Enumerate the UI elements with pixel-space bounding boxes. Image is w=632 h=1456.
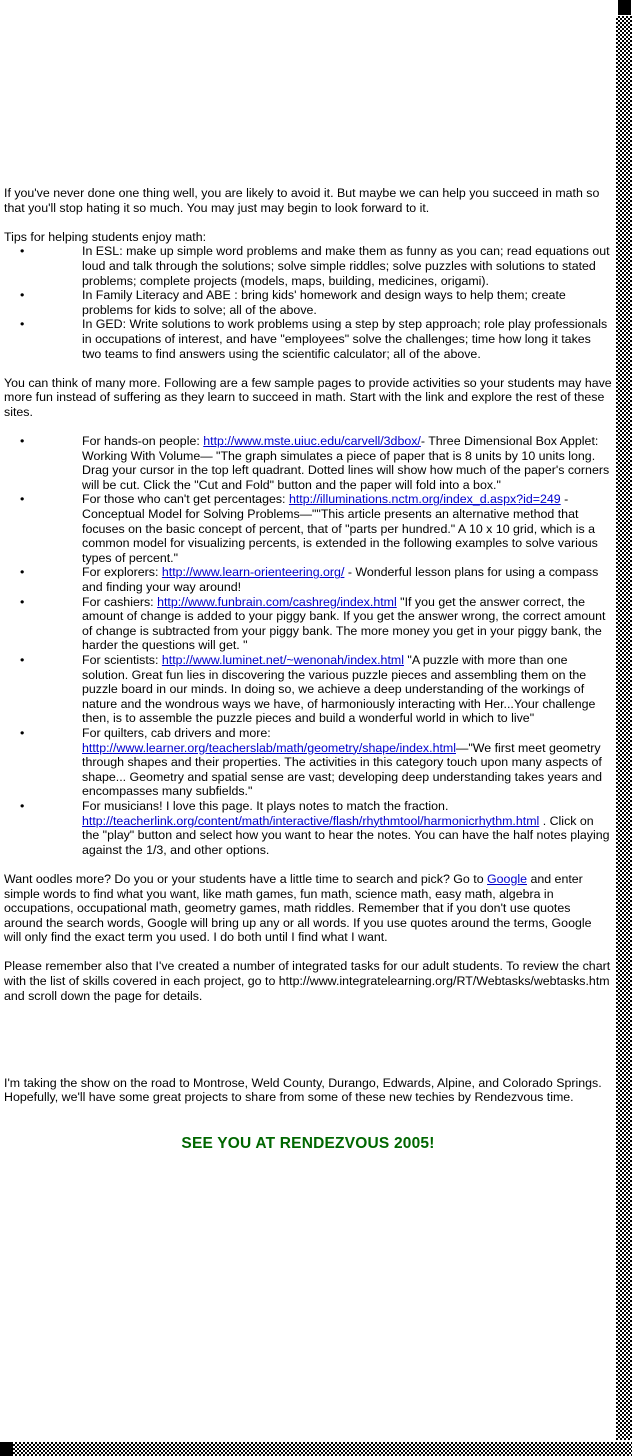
resource-link[interactable]: http://www.luminet.net/~wenonah/index.html [161,653,404,667]
transition-paragraph: You can think of many more. Following are a few sample pages to provide activities so your students may have more fun instead of suffering as they learn to succeed in math. Start with the link and explore the rest of these sites. [4,375,612,419]
list-item [4,317,612,361]
resource-description: - Conceptual Model for Solving Problems—""This article presents an alternative method that focuses on the basic concept of percent, that of "parts per hundred." A 10 x 10 grid, which is a common model for visualizing percents, is extended in the following examples to solve various types of percent." [82,492,598,565]
spacer [4,857,612,872]
bullet-icon: • [20,653,25,667]
list-item [4,434,612,492]
resource-lead: For hands-on people: [82,434,204,449]
spacer [4,1018,612,1076]
tips-heading: Tips for helping students enjoy math: [4,229,207,244]
resources-list [4,434,612,857]
google-link[interactable]: Google [487,871,527,886]
document-body [4,186,612,1153]
resource-lead: For cashiers: [82,594,158,609]
resource-description: - Three Dimensional Box Applet: Working With Volume— "The graph simulates a piece of paper that is 8 units by 10 units long. Drag your cursor in the top left quadrant. Dotted lines will show how much of the paper's corners will be cut. Click the "Cut and Fold" button and the paper will fold into a box." [82,434,610,492]
spacer [4,361,612,376]
scroll-up-button[interactable] [618,0,631,15]
resource-link[interactable]: http://www.learn-orienteering.org/ [161,565,345,580]
list-item [4,244,612,288]
bullet-icon: • [20,288,25,303]
horizontal-scroll-track[interactable] [13,1442,632,1456]
list-item [4,595,612,653]
resource-description: —"We first meet geometry through shapes and their properties. The activities in this category touch upon many aspects of shape... Geometry and spatial sense are vast; developing deep understanding takes years and encompasses many subfields." [82,740,603,799]
bullet-icon: • [20,492,25,507]
oodles-text-after: and enter simple words to find what you want, like math games, fun math, science math, easy math, algebra in occupations, occupational math, geometry games, math riddles. Remember that if you don't use quotes around the search words, Google will bring up any or all words. If you use quotes around the terms, Google will only find the exact term you used. I do both until I find what I want. [4,871,592,945]
list-item [4,726,612,799]
bullet-icon: • [20,434,25,449]
resource-lead: For quilters, cab drivers and more: [82,725,271,740]
intro-paragraph: If you've never done one thing well, you are likely to avoid it. But maybe we can help you succeed in math so that you'll stop hating it so much. You may just may begin to look forward to it. [4,186,600,215]
bullet-icon: • [20,798,25,813]
vertical-scrollbar[interactable] [616,0,632,1440]
tips-list [4,244,612,361]
list-item [4,653,612,726]
resource-lead: For scientists: [82,653,162,667]
bullet-icon: • [20,565,25,580]
resource-link[interactable]: http://teacherlink.org/content/math/interactive/flash/rhythmtool/harmonicrhythm.html [82,813,540,828]
list-item [4,288,612,317]
tip-text: In Family Literacy and ABE : bring kids' homework and design ways to help them; create problems for kids to solve; all of the above. [82,288,566,317]
road-show-paragraph: I'm taking the show on the road to Montrose, Weld County, Durango, Edwards, Alpine, and Colorado Springs. Hopefully, we'll have some great projects to share from some of these new techies by Rendezvous time. [4,1075,602,1105]
tip-text: In ESL: make up simple word problems and make them as funny as you can; read equations out loud and talk through the solutions; solve simple riddles; solve puzzles with solutions to stated problems; complete projects (models, maps, building, medicines, origami). [82,244,610,288]
bullet-icon: • [20,244,25,259]
resource-link[interactable]: http://illuminations.nctm.org/index_d.aspx?id=249 [288,492,561,507]
list-item [4,492,612,565]
resource-description: "If you get the answer correct, the amount of change is added to your piggy bank. If you get the answer wrong, the correct amount of change is subtracted from your piggy bank. The more money you get in your piggy bank, the harder the questions will get. " [82,594,606,653]
resource-description: . Click on the "play" button and select how you want to hear the notes. You can have the half notes playing against the 1/3, and other options. [82,813,610,857]
resource-link[interactable]: http://www.mste.uiuc.edu/carvell/3dbox/ [203,434,421,449]
rendezvous-heading: SEE YOU AT RENDEZVOUS 2005! [181,1135,435,1153]
scroll-left-button[interactable] [0,1442,13,1456]
integrated-tasks-paragraph: Please remember also that I've created a number of integrated tasks for our adult students. To review the chart with the list of skills covered in each project, go to http://www.integratelearning.org/RT/Webtasks/webtasks.htm and scroll down the page for details. [4,959,611,1003]
vertical-scroll-track[interactable] [616,16,632,1440]
resource-description: "A puzzle with more than one solution. Great fun lies in discovering the various puzzle pieces and assembling them on the puzzle board in our minds. In doing so, we achieve a deep understanding of the workings of nature and the wondrous ways we have, of harmoniously interacting with Her...Your challenge then, is to assemble the puzzle pieces and build a wonderful world in which to live" [82,653,596,726]
oodles-text-before: Want oodles more? Do you or your students have a little time to search and pick? Go to [4,871,488,886]
resource-link[interactable]: http://www.funbrain.com/cashreg/index.html [157,594,397,609]
resource-description: - Wonderful lesson plans for using a compass and finding your way around! [82,565,599,595]
bullet-icon: • [20,317,25,332]
bullet-icon: • [20,725,25,740]
list-item [4,799,612,857]
horizontal-scrollbar[interactable] [0,1440,632,1456]
resource-lead: For those who can't get percentages: [82,492,289,507]
resource-lead: For musicians! I love this page. It plays notes to match the fraction. [82,798,449,813]
spacer [4,1120,612,1135]
list-item [4,565,612,594]
tip-text: In GED: Write solutions to work problems using a step by step approach; role play professionals in occupations of interest, and have "employees" solve the challenges; time how long it takes two teams to find answers using the scientific calculator; all of the above. [82,317,608,361]
oodles-paragraph [4,872,612,945]
bullet-icon: • [20,594,25,609]
resource-link[interactable]: htttp://www.learner.org/teacherslab/math/geometry/shape/index.html [82,740,456,755]
resource-lead: For explorers: [82,565,162,580]
